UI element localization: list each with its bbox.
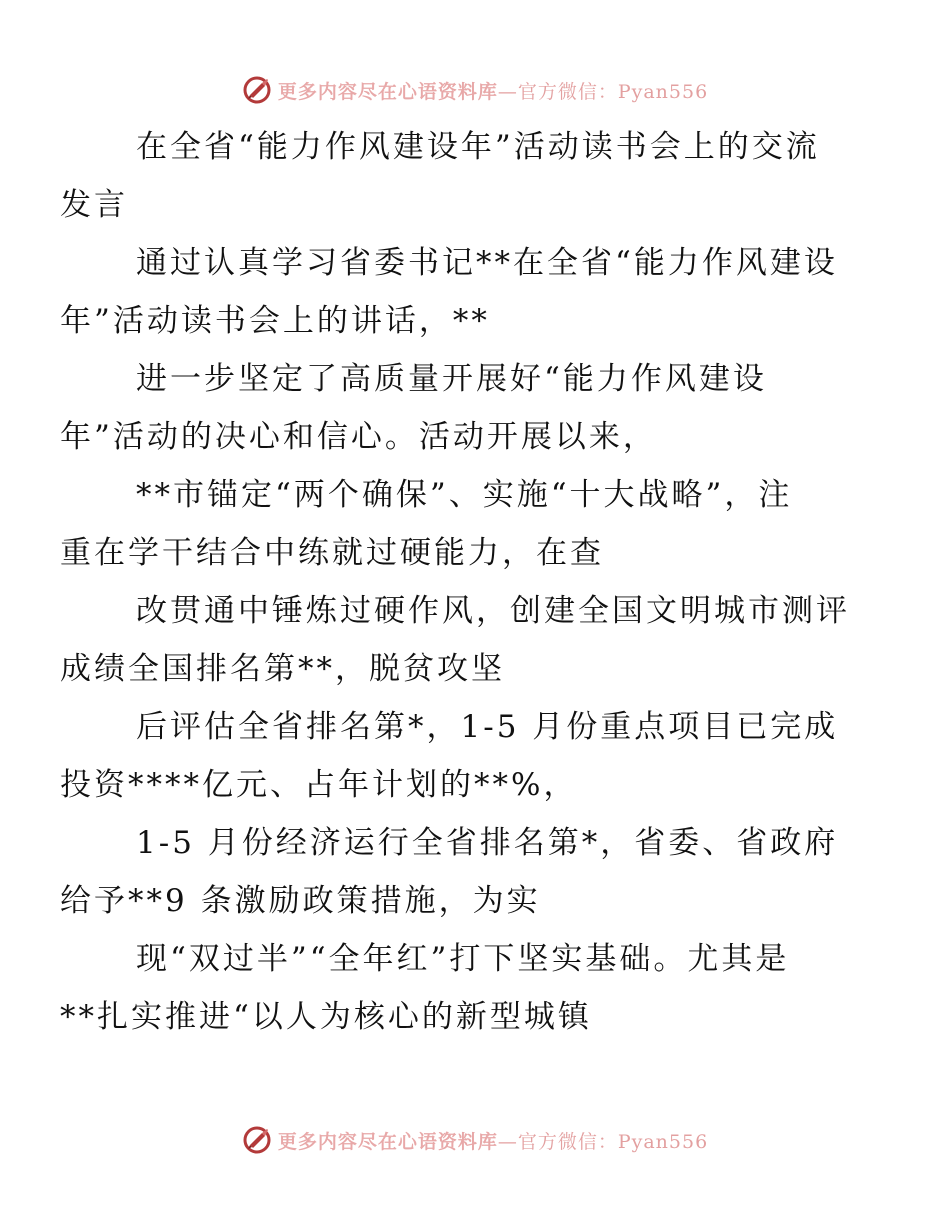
text-line: **扎实推进“以人为核心的新型城镇 (60, 999, 592, 1035)
text-line: 重在学干结合中练就过硬能力，在查 (60, 535, 604, 571)
paragraph (60, 930, 858, 1046)
text-line: 通过认真学习省委书记**在全省“能力作风建设 (136, 245, 838, 281)
text-line: 投资****亿元、占年计划的**%， (60, 767, 578, 803)
footer-watermark-text (278, 1127, 708, 1154)
text-line: 在全省“能力作风建设年”活动读书会上的交流 (136, 129, 820, 165)
paragraph (60, 234, 858, 350)
document-body (60, 118, 858, 1046)
logo-icon (242, 1125, 272, 1155)
text-line: 年”活动的决心和信心。活动开展以来， (60, 419, 657, 455)
text-line: 发言 (60, 187, 128, 223)
text-line: 1-5 月份经济运行全省排名第*，省委、省政府 (136, 825, 839, 861)
footer-watermark (0, 1120, 950, 1160)
paragraph (60, 118, 858, 234)
header-watermark (0, 70, 950, 110)
paragraph (60, 466, 858, 582)
text-line: **市锚定“两个确保”、实施“十大战略”，注 (136, 477, 793, 513)
text-line: 年”活动读书会上的讲话，** (60, 303, 490, 339)
text-line: 现“双过半”“全年红”打下坚实基础。尤其是 (136, 941, 790, 977)
header-watermark-text (278, 77, 708, 104)
text-line: 成绩全国排名第**，脱贫攻坚 (60, 651, 505, 687)
text-line: 进一步坚定了高质量开展好“能力作风建设 (136, 361, 767, 397)
text-line: 给予**9 条激励政策措施，为实 (60, 883, 541, 919)
paragraph (60, 698, 858, 814)
paragraph (60, 582, 858, 698)
paragraph (60, 814, 858, 930)
text-line: 后评估全省排名第*，1-5 月份重点项目已完成 (136, 709, 839, 745)
header-brand-text: 更多内容尽在心语资料库 (277, 80, 498, 103)
footer-brand-text: 更多内容尽在心语资料库 (277, 1130, 498, 1153)
paragraph (60, 350, 858, 466)
footer-wechat-text: —官方微信：Pyan556 (497, 1130, 709, 1153)
text-line: 改贯通中锤炼过硬作风，创建全国文明城市测评 (136, 593, 850, 629)
header-wechat-text: —官方微信：Pyan556 (497, 80, 709, 103)
logo-icon (242, 75, 272, 105)
